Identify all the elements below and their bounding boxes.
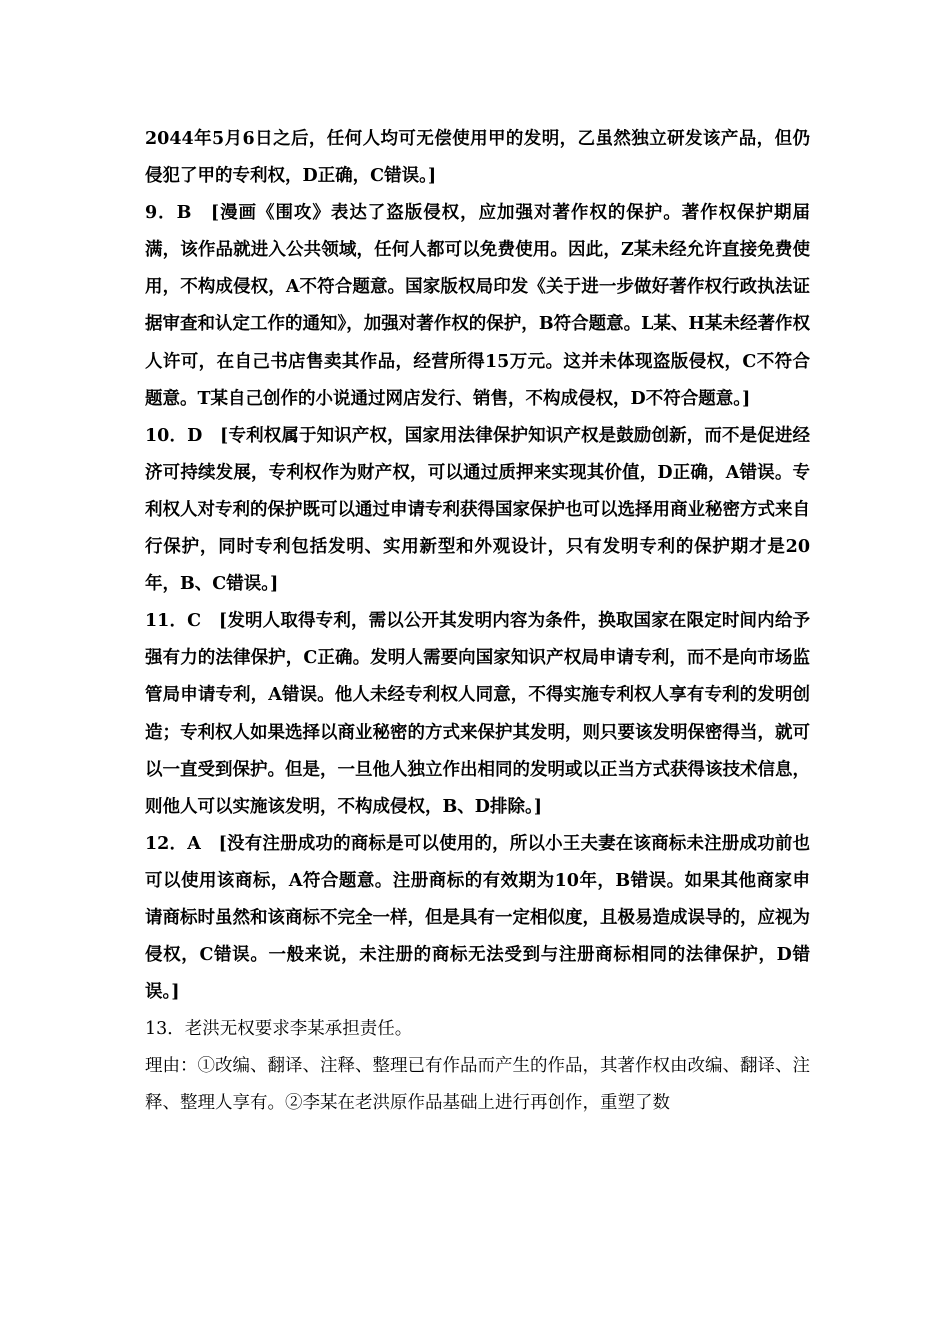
answer-8-continued: 2044年5月6日之后，任何人均可无偿使用甲的发明，乙虽然独立研发该产品，但仍侵犯了甲的专利权，D正确，C错误。] [145, 129, 810, 187]
answer-12: 12．A [没有注册成功的商标是可以使用的，所以小王夫妻在该商标未注册成功前也可以使用该商标，A符合题意。注册商标的有效期为10年，B错误。如果其他商家申请商标时虽然和该商标不完全一样，但是具有一定相似度，且极易造成误导的，应视为侵权，C错误。一般来说，未注册的商标无法受到与注册商标相同的法律保护，D错误。] [145, 833, 810, 1003]
answer-text-body [145, 121, 810, 1123]
answer-13-title: 13．老洪无权要求李某承担责任。 [145, 1019, 413, 1040]
answer-9: 9．B [漫画《围攻》表达了盗版侵权，应加强对著作权的保护。著作权保护期届满，该作品就进入公共领域，任何人都可以免费使用。因此，Z某未经允许直接免费使用，不构成侵权，A不符合题意。国家版权局印发《关于进一步做好著作权行政执法证据审查和认定工作的通知》，加强对著作权的保护，B符合题意。L某、H某未经著作权人许可，在自己书店售卖其作品，经营所得15万元。这并未体现盗版侵权，C不符合题意。T某自己创作的小说通过网店发行、销售，不构成侵权，D不符合题意。] [145, 203, 810, 409]
answer-13-reason: 理由：①改编、翻译、注释、整理已有作品而产生的作品，其著作权由改编、翻译、注释、整理人享有。②李某在老洪原作品基础上进行再创作，重塑了数 [145, 1056, 810, 1114]
answer-11: 11．C [发明人取得专利，需以公开其发明内容为条件，换取国家在限定时间内给予强有力的法律保护，C正确。发明人需要向国家知识产权局申请专利，而不是向市场监管局申请专利，A错误。他人未经专利权人同意，不得实施专利权人享有专利的发明创造；专利权人如果选择以商业秘密的方式来保护其发明，则只要该发明保密得当，就可以一直受到保护。但是，一旦他人独立作出相同的发明或以正当方式获得该技术信息，则他人可以实施该发明，不构成侵权，B、D排除。] [145, 611, 810, 817]
answer-10: 10．D [专利权属于知识产权，国家用法律保护知识产权是鼓励创新，而不是促进经济可持续发展，专利权作为财产权，可以通过质押来实现其价值，D正确，A错误。专利权人对专利的保护既可以通过申请专利获得国家保护也可以选择用商业秘密方式来自行保护，同时专利包括发明、实用新型和外观设计，只有发明专利的保护期才是20年，B、C错误。] [145, 425, 810, 595]
